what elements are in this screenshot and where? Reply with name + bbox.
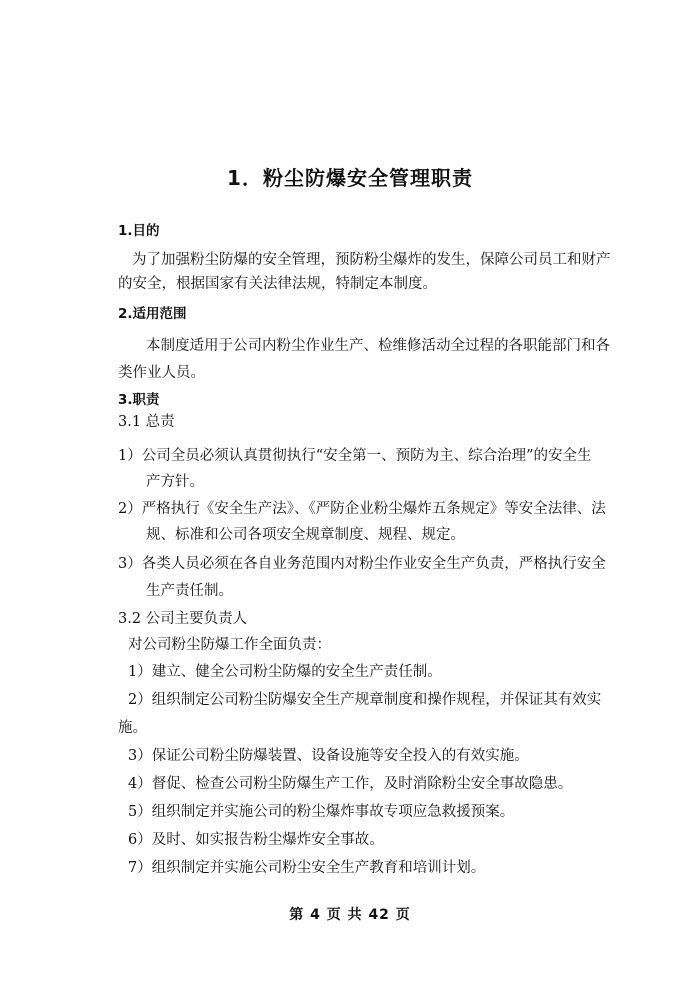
section-heading-duties: 3.职责	[118, 392, 160, 408]
paragraph-line: 类作业人员。	[118, 365, 205, 381]
list-item: 1）公司全员必须认真贯彻执行“安全第一、预防为主、综合治理”的安全生	[118, 448, 592, 464]
list-item-continuation: 规、标准和公司各项安全规章制度、规程、规定。	[146, 527, 465, 543]
subsection-label-head: 3.2 公司主要负责人	[118, 611, 248, 627]
list-item: 2）严格执行《安全生产法》、《严防企业粉尘爆炸五条规定》等安全法律、法	[118, 501, 606, 517]
list-item-continuation: 生产责任制。	[146, 583, 233, 599]
list-item: 7）组织制定并实施公司粉尘安全生产教育和培训计划。	[128, 860, 486, 876]
list-item-continuation: 施。	[118, 720, 147, 736]
document-title: 1．粉尘防爆安全管理职责	[227, 166, 473, 190]
list-item: 3）保证公司粉尘防爆装置、设备设施等安全投入的有效实施。	[128, 748, 529, 764]
list-item: 2）组织制定公司粉尘防爆安全生产规章制度和操作规程，并保证其有效实	[128, 692, 602, 708]
list-item: 1）建立、健全公司粉尘防爆的安全生产责任制。	[128, 664, 442, 680]
subsection-intro: 对公司粉尘防爆工作全面负责：	[128, 637, 331, 653]
list-item: 4）督促、检查公司粉尘防爆生产工作，及时消除粉尘安全事故隐患。	[128, 776, 573, 792]
list-item: 5）组织制定并实施公司的粉尘爆炸事故专项应急救援预案。	[128, 804, 515, 820]
paragraph-line: 的安全，根据国家有关法律法规，特制定本制度。	[118, 276, 437, 292]
paragraph-line: 本制度适用于公司内粉尘作业生产、检维修活动全过程的各职能部门和各	[146, 338, 610, 354]
list-item: 3）各类人员必须在各自业务范围内对粉尘作业安全生产负责，严格执行安全	[118, 556, 606, 572]
page-footer: 第 4 页 共 42 页	[289, 907, 411, 923]
subsection-label-general: 3.1 总责	[118, 414, 175, 430]
paragraph-line: 为了加强粉尘防爆的安全管理，预防粉尘爆炸的发生，保障公司员工和财产	[132, 252, 611, 268]
list-item-continuation: 产方针。	[146, 474, 204, 490]
section-heading-scope: 2.适用范围	[118, 306, 187, 322]
list-item: 6）及时、如实报告粉尘爆炸安全事故。	[128, 832, 384, 848]
section-heading-purpose: 1.目的	[118, 223, 160, 239]
